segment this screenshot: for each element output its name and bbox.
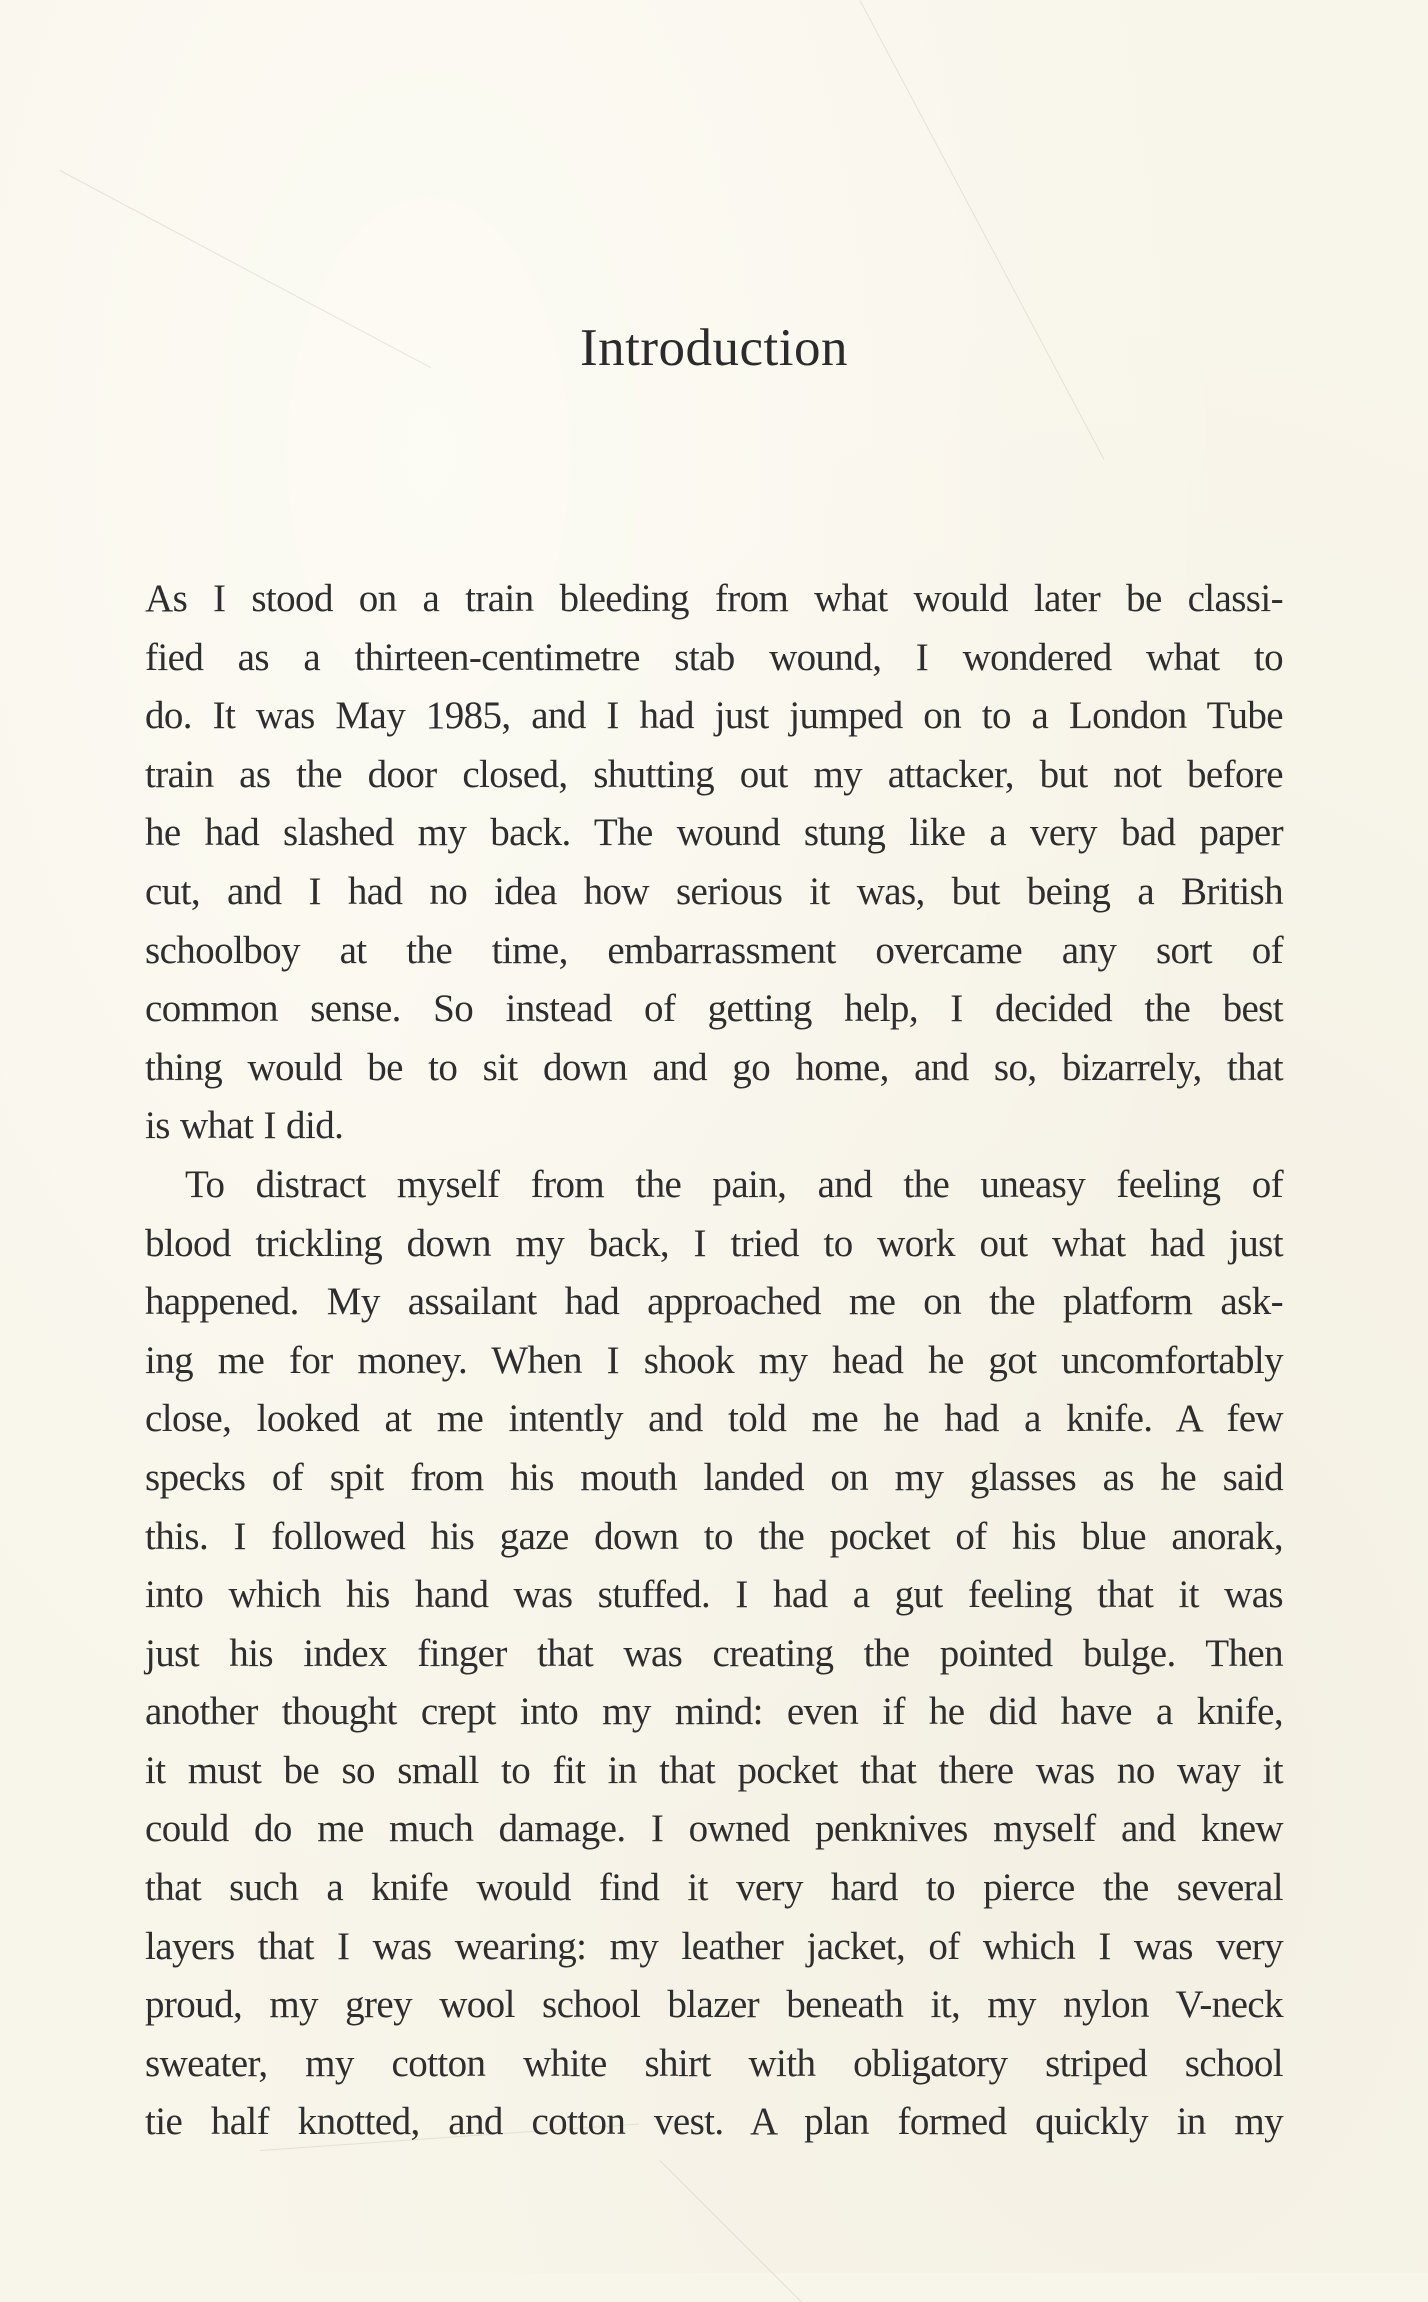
text-line: that such a knife would find it very hard to pierce the several <box>145 1866 1283 1910</box>
text-line: proud, my grey wool school blazer beneath it, my nylon V-neck <box>145 1983 1283 2027</box>
text-line: thing would be to sit down and go home, and so, bizarrely, that <box>145 1045 1283 1089</box>
text-line: layers that I was wearing: my leather jacket, of which I was very <box>145 1924 1283 1968</box>
text-line: train as the door closed, shutting out my attacker, but not before <box>145 752 1283 796</box>
text-line: blood trickling down my back, I tried to work out what had just <box>145 1221 1283 1265</box>
text-line: this. I followed his gaze down to the pocket of his blue anorak, <box>145 1514 1283 1558</box>
text-line: ing me for money. When I shook my head he got uncomfortably <box>145 1338 1283 1382</box>
text-line: specks of spit from his mouth landed on my glasses as he said <box>145 1455 1283 1499</box>
paragraph-1 <box>145 570 1283 1156</box>
text-line: happened. My assailant had approached me on the platform ask- <box>145 1280 1283 1324</box>
text-line: sweater, my cotton white shirt with obligatory striped school <box>145 2041 1283 2085</box>
text-line: is what I did. <box>145 1104 344 1148</box>
body-text <box>145 570 1283 2152</box>
text-line: another thought crept into my mind: even if he did have a knife, <box>145 1690 1283 1734</box>
paper-scratch-mark <box>860 0 1105 460</box>
text-line: could do me much damage. I owned penknives myself and knew <box>145 1807 1283 1851</box>
text-line: just his index finger that was creating the pointed bulge. Then <box>145 1631 1283 1675</box>
chapter-title: Introduction <box>580 319 848 377</box>
text-line: tie half knotted, and cotton vest. A plan formed quickly in my <box>145 2100 1283 2144</box>
text-line: close, looked at me intently and told me he had a knife. A few <box>145 1397 1283 1441</box>
text-line: cut, and I had no idea how serious it was, but being a British <box>145 869 1283 913</box>
text-line: To distract myself from the pain, and the uneasy feeling of <box>185 1162 1283 1206</box>
text-line: common sense. So instead of getting help, I decided the best <box>145 987 1283 1031</box>
text-line: he had slashed my back. The wound stung like a very bad paper <box>145 811 1283 855</box>
text-line: it must be so small to fit in that pocket that there was no way it <box>145 1748 1283 1792</box>
text-line: schoolboy at the time, embarrassment overcame any sort of <box>145 928 1283 972</box>
text-line: As I stood on a train bleeding from what would later be classi- <box>145 577 1283 620</box>
paper-scratch-mark <box>660 2160 802 2302</box>
text-line: fied as a thirteen-centimetre stab wound, I wondered what to <box>145 635 1283 679</box>
text-line: do. It was May 1985, and I had just jumped on to a London Tube <box>145 694 1283 738</box>
text-line: into which his hand was stuffed. I had a gut feeling that it was <box>145 1573 1283 1617</box>
paragraph-2 <box>145 1156 1283 2152</box>
